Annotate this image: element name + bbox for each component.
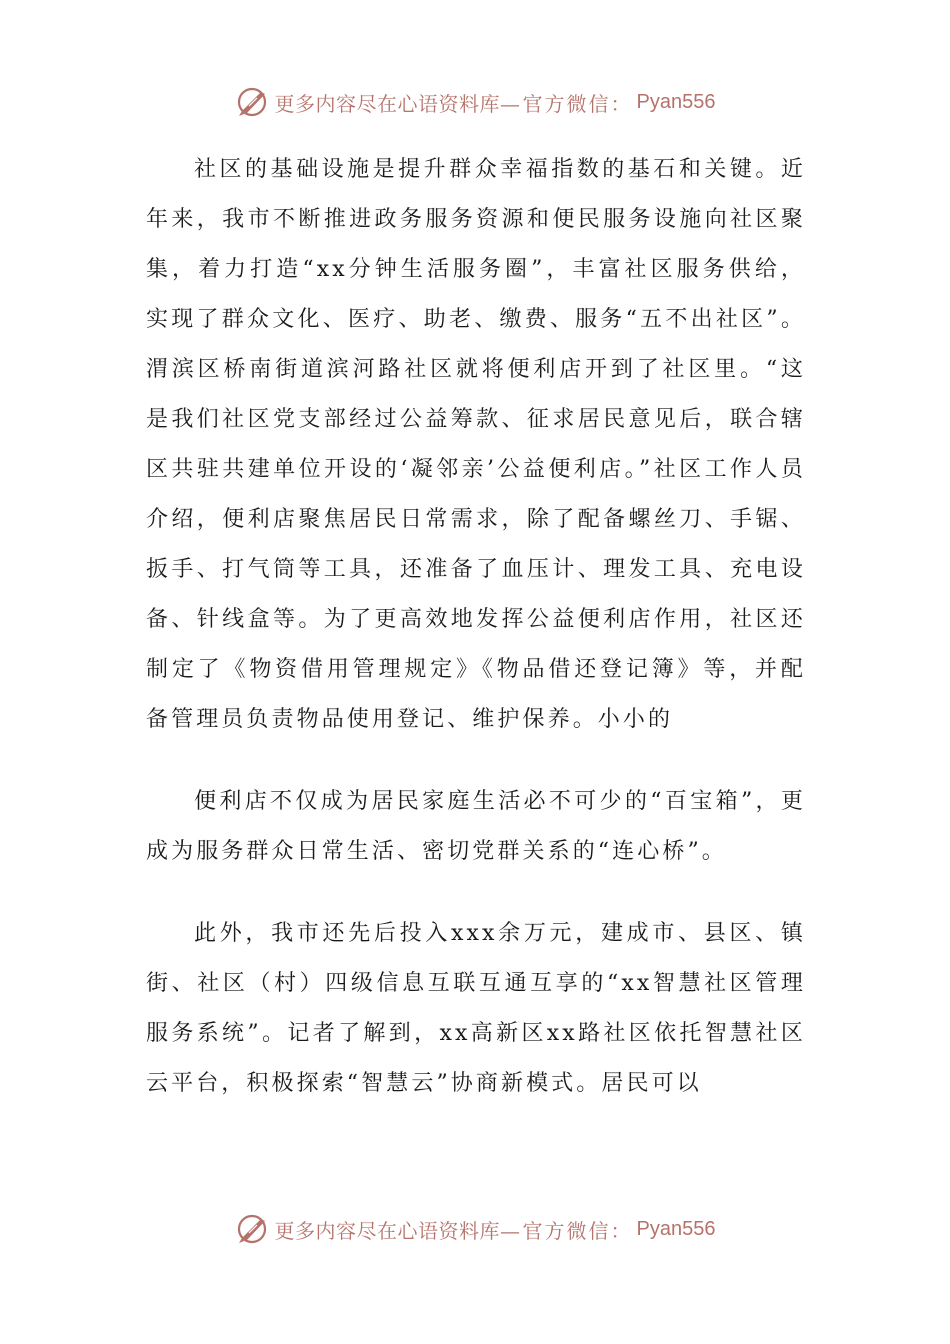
paragraph-3: 此外，我市还先后投入xxx余万元，建成市、县区、镇街、社区（村）四级信息互联互通互享的“xx智慧社区管理服务系统”。记者了解到，xx高新区xx路社区依托智慧社区云平台，积极探索“智慧云”协商新模式。居民可以 — [146, 921, 806, 1096]
footer-banner — [0, 1209, 950, 1249]
footer-wechat-id: Pyan556 — [636, 1217, 716, 1240]
footer-wechat-label: 官方微信： — [522, 1218, 633, 1243]
paragraph-1: 社区的基础设施是提升群众幸福指数的基石和关键。近年来，我市不断推进政务服务资源和便民服务设施向社区聚集，着力打造“xx分钟生活服务圈”，丰富社区服务供给，实现了群众文化、医疗、助老、缴费、服务“五不出社区”。渭滨区桥南街道滨河路社区就将便利店开到了社区里。“这是我们社区党支部经过公益筹款、征求居民意见后，联合辖区共驻共建单位开设的‘凝邻亲’公益便利店。”社区工作人员介绍，便利店聚焦居民日常需求，除了配备螺丝刀、手锯、扳手、打气筒等工具，还准备了血压计、理发工具、充电设备、针线盒等。为了更高效地发挥公益便利店作用，社区还制定了《物资借用管理规定》《物品借还登记簿》等，并配备管理员负责物品使用登记、维护保养。小小的 — [146, 157, 806, 732]
pen-quill-icon — [235, 84, 271, 120]
document-body — [146, 145, 806, 1109]
paragraph-2: 便利店不仅成为居民家庭生活必不可少的“百宝箱”，更成为服务群众日常生活、密切党群关系的“连心桥”。 — [146, 789, 806, 864]
footer-slogan: 更多内容尽在心语资料库— — [274, 1218, 521, 1243]
pen-quill-icon — [235, 1211, 271, 1247]
header-banner — [0, 82, 950, 122]
header-slogan: 更多内容尽在心语资料库— — [274, 91, 521, 116]
header-wechat-label: 官方微信： — [522, 91, 633, 116]
header-wechat-id: Pyan556 — [636, 90, 716, 113]
